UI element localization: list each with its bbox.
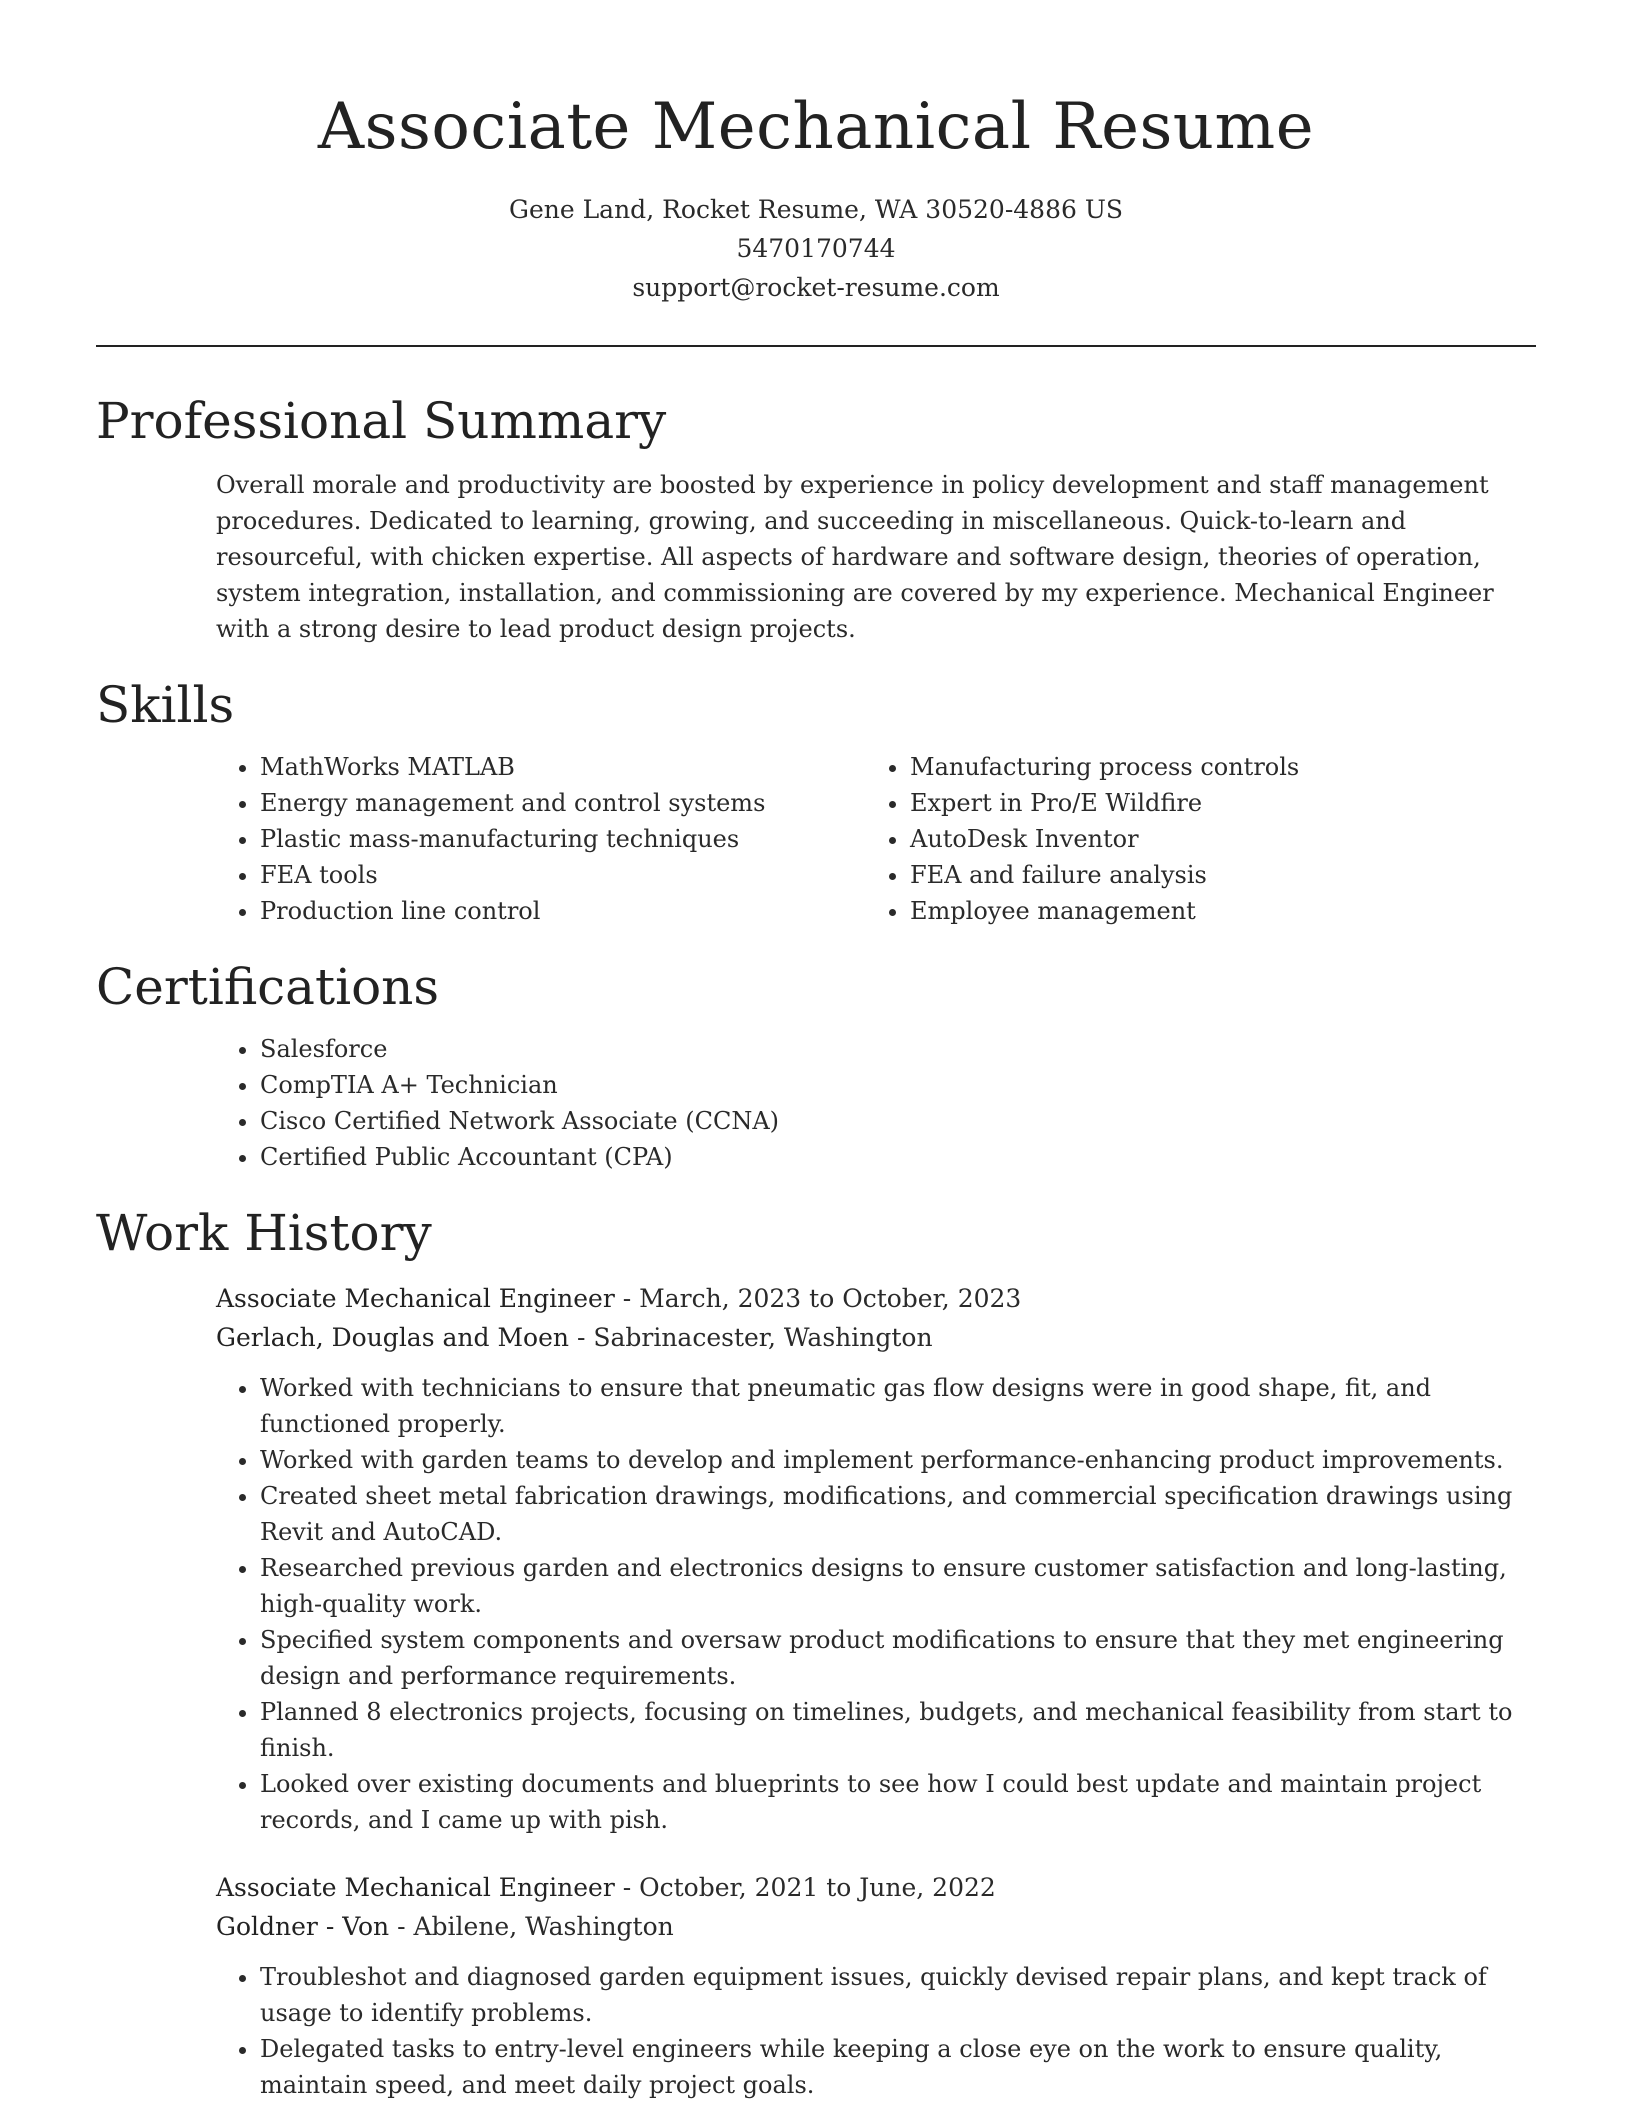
section-professional-summary [96,389,1536,647]
job-duties-list [216,1959,1536,2103]
skill-item: • Employee management [910,893,1516,929]
job-bullets [216,1370,1536,1838]
certification-item: • Salesforce [260,1031,1536,1067]
skill-item: • FEA and failure analysis [910,857,1516,893]
section-heading: Skills [96,676,235,734]
job-location: Abilene, Washington [413,1912,674,1941]
contact-phone: 5470170744 [736,234,896,263]
skill-item: • AutoDesk Inventor [910,821,1516,857]
job-role-line [216,1279,1536,1318]
certifications-block [216,1031,1536,1175]
job-role: Associate Mechanical Engineer [216,1873,615,1902]
section-heading: Certifications [96,958,440,1016]
job-duty: • Troubleshot and diagnosed garden equipment issues, quickly devised repair plans, and kept track of usage to identify problems. [260,1959,1536,2031]
skill-item: • Energy management and control systems [260,785,866,821]
job-dates: October, 2021 to June, 2022 [639,1873,996,1902]
job-duty: • Specified system components and oversaw product modifications to ensure that they met engineering design and performance requirements. [260,1622,1536,1694]
skills-column-right [866,749,1516,929]
skill-item: • Manufacturing process controls [910,749,1516,785]
job-company-line [216,1907,1536,1946]
skills-list-left [216,749,866,929]
header-divider [96,345,1536,347]
job-duty: • Worked with technicians to ensure that pneumatic gas flow designs were in good shape, fit, and functioned properly. [260,1370,1536,1442]
contact-address: Gene Land, Rocket Resume, WA 30520-4886 US [508,195,1124,224]
job-duty: • Planned 8 electronics projects, focusing on timelines, budgets, and mechanical feasibility from start to finish. [260,1694,1536,1766]
certification-item: • Cisco Certified Network Associate (CCNA) [260,1103,1536,1139]
job-location: Sabrinacester, Washington [593,1323,933,1352]
section-heading: Work History [96,1204,432,1262]
skill-item: • Plastic mass-manufacturing techniques [260,821,866,857]
job-duty: • Researched previous garden and electronics designs to ensure customer satisfaction and long-lasting, high-quality work. [260,1550,1536,1622]
section-certifications [96,955,1536,1175]
job-company-line [216,1318,1536,1357]
job-separator: - [569,1323,594,1352]
job-duty: • Looked over existing documents and blueprints to see how I could best update and maintain project records, and I came up with pish. [260,1766,1536,1838]
certifications-list [216,1031,1536,1175]
skill-item: • Production line control [260,893,866,929]
job-company: Goldner - Von [216,1912,390,1941]
section-skills [96,673,1536,929]
contact-email: support@rocket-resume.com [632,273,1000,302]
job-duty: • Created sheet metal fabrication drawings, modifications, and commercial specification drawings using Revit and AutoCAD. [260,1478,1536,1550]
job-entry [216,1868,1536,2103]
job-bullets [216,1959,1536,2103]
skills-column-left [216,749,866,929]
summary-paragraph: Overall morale and productivity are boosted by experience in policy development and staff management procedures. Dedicated to learning, growing, and succeeding in miscellaneous. Quick-to-learn and resourceful, with chicken expertise. All aspects of hardware and software design, theories of operation, system integration, installation, and commissioning are covered by my experience. Mechanical Engineer with a strong desire to lead product design projects. [216,471,1494,643]
job-entry [216,1279,1536,1838]
skills-grid [216,749,1536,929]
job-dates: March, 2023 to October, 2023 [639,1284,1022,1313]
job-role-line [216,1868,1536,1907]
job-duties-list [216,1370,1536,1838]
job-separator: - [614,1284,640,1313]
skills-list-right [866,749,1516,929]
job-company: Gerlach, Douglas and Moen [216,1323,569,1352]
certification-item: • CompTIA A+ Technician [260,1067,1536,1103]
job-duty: • Delegated tasks to entry-level engineers while keeping a close eye on the work to ensure quality, maintain speed, and meet daily project goals. [260,2031,1536,2103]
section-work-history [96,1201,1536,2103]
job-separator: - [614,1873,640,1902]
contact-info [96,190,1536,307]
job-role: Associate Mechanical Engineer [216,1284,615,1313]
job-separator: - [389,1912,414,1941]
skill-item: • MathWorks MATLAB [260,749,866,785]
resume-title: Associate Mechanical Resume [317,90,1315,164]
skill-item: • FEA tools [260,857,866,893]
resume-header [96,0,1536,307]
certification-item: • Certified Public Accountant (CPA) [260,1139,1536,1175]
job-duty: • Worked with garden teams to develop and implement performance-enhancing product improvements. [260,1442,1536,1478]
skill-item: • Expert in Pro/E Wildfire [910,785,1516,821]
section-heading: Professional Summary [96,392,667,450]
